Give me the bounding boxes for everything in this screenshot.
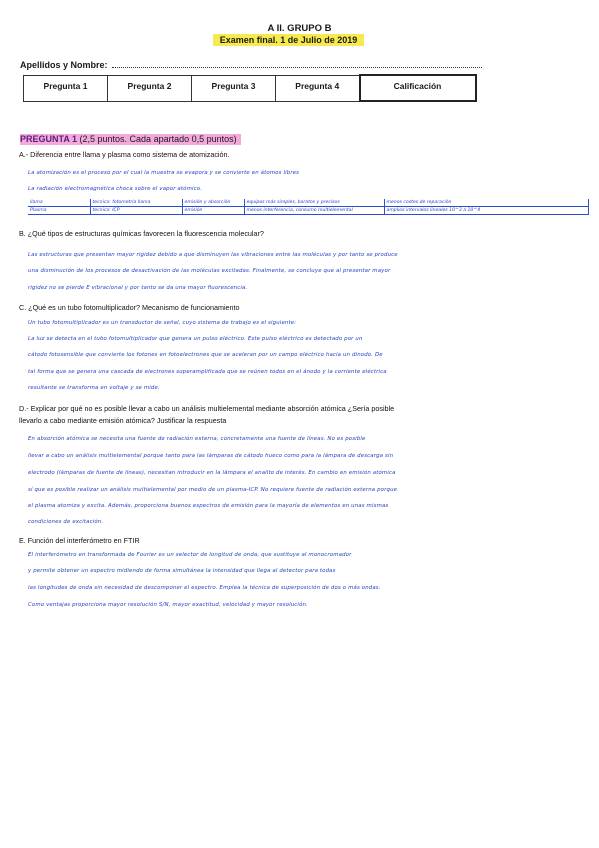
answer-line: La luz se detecta en el tubo fotomultiplicador que genera un pulso eléctrico. Este pulso eléctrico es detectado por un [28,336,363,342]
grade-table [23,74,477,102]
answer-table-cell: Plasma [28,207,90,215]
answer-line: Un tubo fotomultiplicador es un transductor de señal, cuyo sistema de trabajo es el siguiente: [28,320,297,326]
pregunta-heading [20,134,241,145]
answer-line: resultante se transforma en voltaje y se mide. [28,385,160,391]
answer-line: electrodo (lámparas de fuente de líneas), necesitan introducir en la lámpara el analito de interés. En cambio en emisión atómica [28,470,396,476]
answer-line: condiciones de excitación. [28,519,104,525]
question-d-line1: D.- Explicar por qué no es posible llevar a cabo un análisis multielemental mediante absorción atómica ¿Sería posible [19,404,395,413]
grade-cell-p4: Pregunta 4 [276,75,360,101]
answer-line: y permite obtener un espectro midiendo de forma simultánea la intensidad que llega al detector para todas [28,568,336,574]
answer-table-cell: emisión y absorción [182,199,244,207]
answer-line: las longitudes de onda sin necesidad de descomponer el espectro. Emplea la técnica de superposición de dos o más ondas. [28,585,381,591]
answer-line: una disminución de los procesos de desactivación de las moléculas excitadas. Finalmente, se concluye que al presentar mayor [28,268,391,274]
answer-line: El interferómetro en transformada de Fourier es un selector de longitud de onda, que sustituye al monocromador [28,552,352,558]
answer-table [28,199,589,215]
group-title: A II. GRUPO B [267,23,332,34]
answer-table-cell: emisión [182,207,244,215]
answer-line: rigidez no se pierde E vibracional y por tanto se da una mayor fluorescencia. [28,285,248,291]
answer-table-cell: tecnica: ICP [90,207,182,215]
question-a: A.- Diferencia entre llama y plasma como sistema de atomización. [19,150,230,159]
grade-cell-calificacion: Calificación [360,75,476,101]
answer-line: el plasma atomiza y excita. Además, proporciona buenos espectros de emisión para la mayoría de elementos en unas mismas [28,503,389,509]
grade-cell-p2: Pregunta 2 [108,75,192,101]
question-d-line2: llevarlo a cabo mediante emisión atómica? Justificar la respuesta [19,416,227,425]
answer-line: sí que es posible realizar un análisis multielemental por medio de un plasma-ICP. No requiere fuente de radiación externa porque [28,487,398,493]
answer-table-cell: amplios intervalos lineales 10^3 a 10^4 [384,207,588,215]
answer-table-cell: equipos más simples, baratos y precisos [244,199,384,207]
grade-cell-p1: Pregunta 1 [24,75,108,101]
name-blank [112,59,482,68]
answer-line: La radiación electromagnética choca sobre el vapor atómico. [28,186,203,192]
pregunta-number: PREGUNTA 1 [20,134,78,144]
answer-line: La atomización es el proceso por el cual la muestra se evapora y se convierte en átomos libres [28,170,300,176]
name-line [20,59,500,70]
grade-cell-p3: Pregunta 3 [192,75,276,101]
answer-line: llevar a cabo un análisis multielemental porque tanto para las lámparas de cátodo hueco como para la lámpara de descarga sin [28,453,394,459]
answer-table-cell: menos costes de reparación [384,199,588,207]
answer-table-cell: menos interferencia, consumo multielemental [244,207,384,215]
question-c: C. ¿Qué es un tubo fotomultiplicador? Mecanismo de funcionamiento [19,303,240,312]
answer-line: Como ventajas proporciona mayor resolución S/N, mayor exactitud, velocidad y mayor resolución. [28,602,308,608]
answer-line: Las estructuras que presentan mayor rigidez debido a que disminuyen las vibraciones entre las moléculas y por tanto se produce [28,252,398,258]
answer-line: cátodo fotosensible que convierte los fotones en fotoelectrones que se aceleran por un campo eléctrico hacia un dinodo. De [28,352,383,358]
name-label: Apellidos y Nombre: [20,60,108,70]
answer-line: En absorción atómica se necesita una fuente de radiación externa, concretamente una fuente de líneas. No es posible [28,436,366,442]
answer-table-cell: llama [28,199,90,207]
exam-title: Examen final. 1 de Julio de 2019 [213,34,364,46]
pregunta-points: (2,5 puntos. Cada apartado 0,5 puntos) [77,134,237,144]
answer-table-cell: tecnica: fotometría llama [90,199,182,207]
question-e: E. Función del interferómetro en FTIR [19,536,140,545]
answer-line: tal forma que se genera una cascada de electrones superamplificada que se reúnen todos en el ánodo y la corriente eléctrica [28,369,387,375]
question-b: B. ¿Qué tipos de estructuras químicas favorecen la fluorescencia molecular? [19,229,264,238]
